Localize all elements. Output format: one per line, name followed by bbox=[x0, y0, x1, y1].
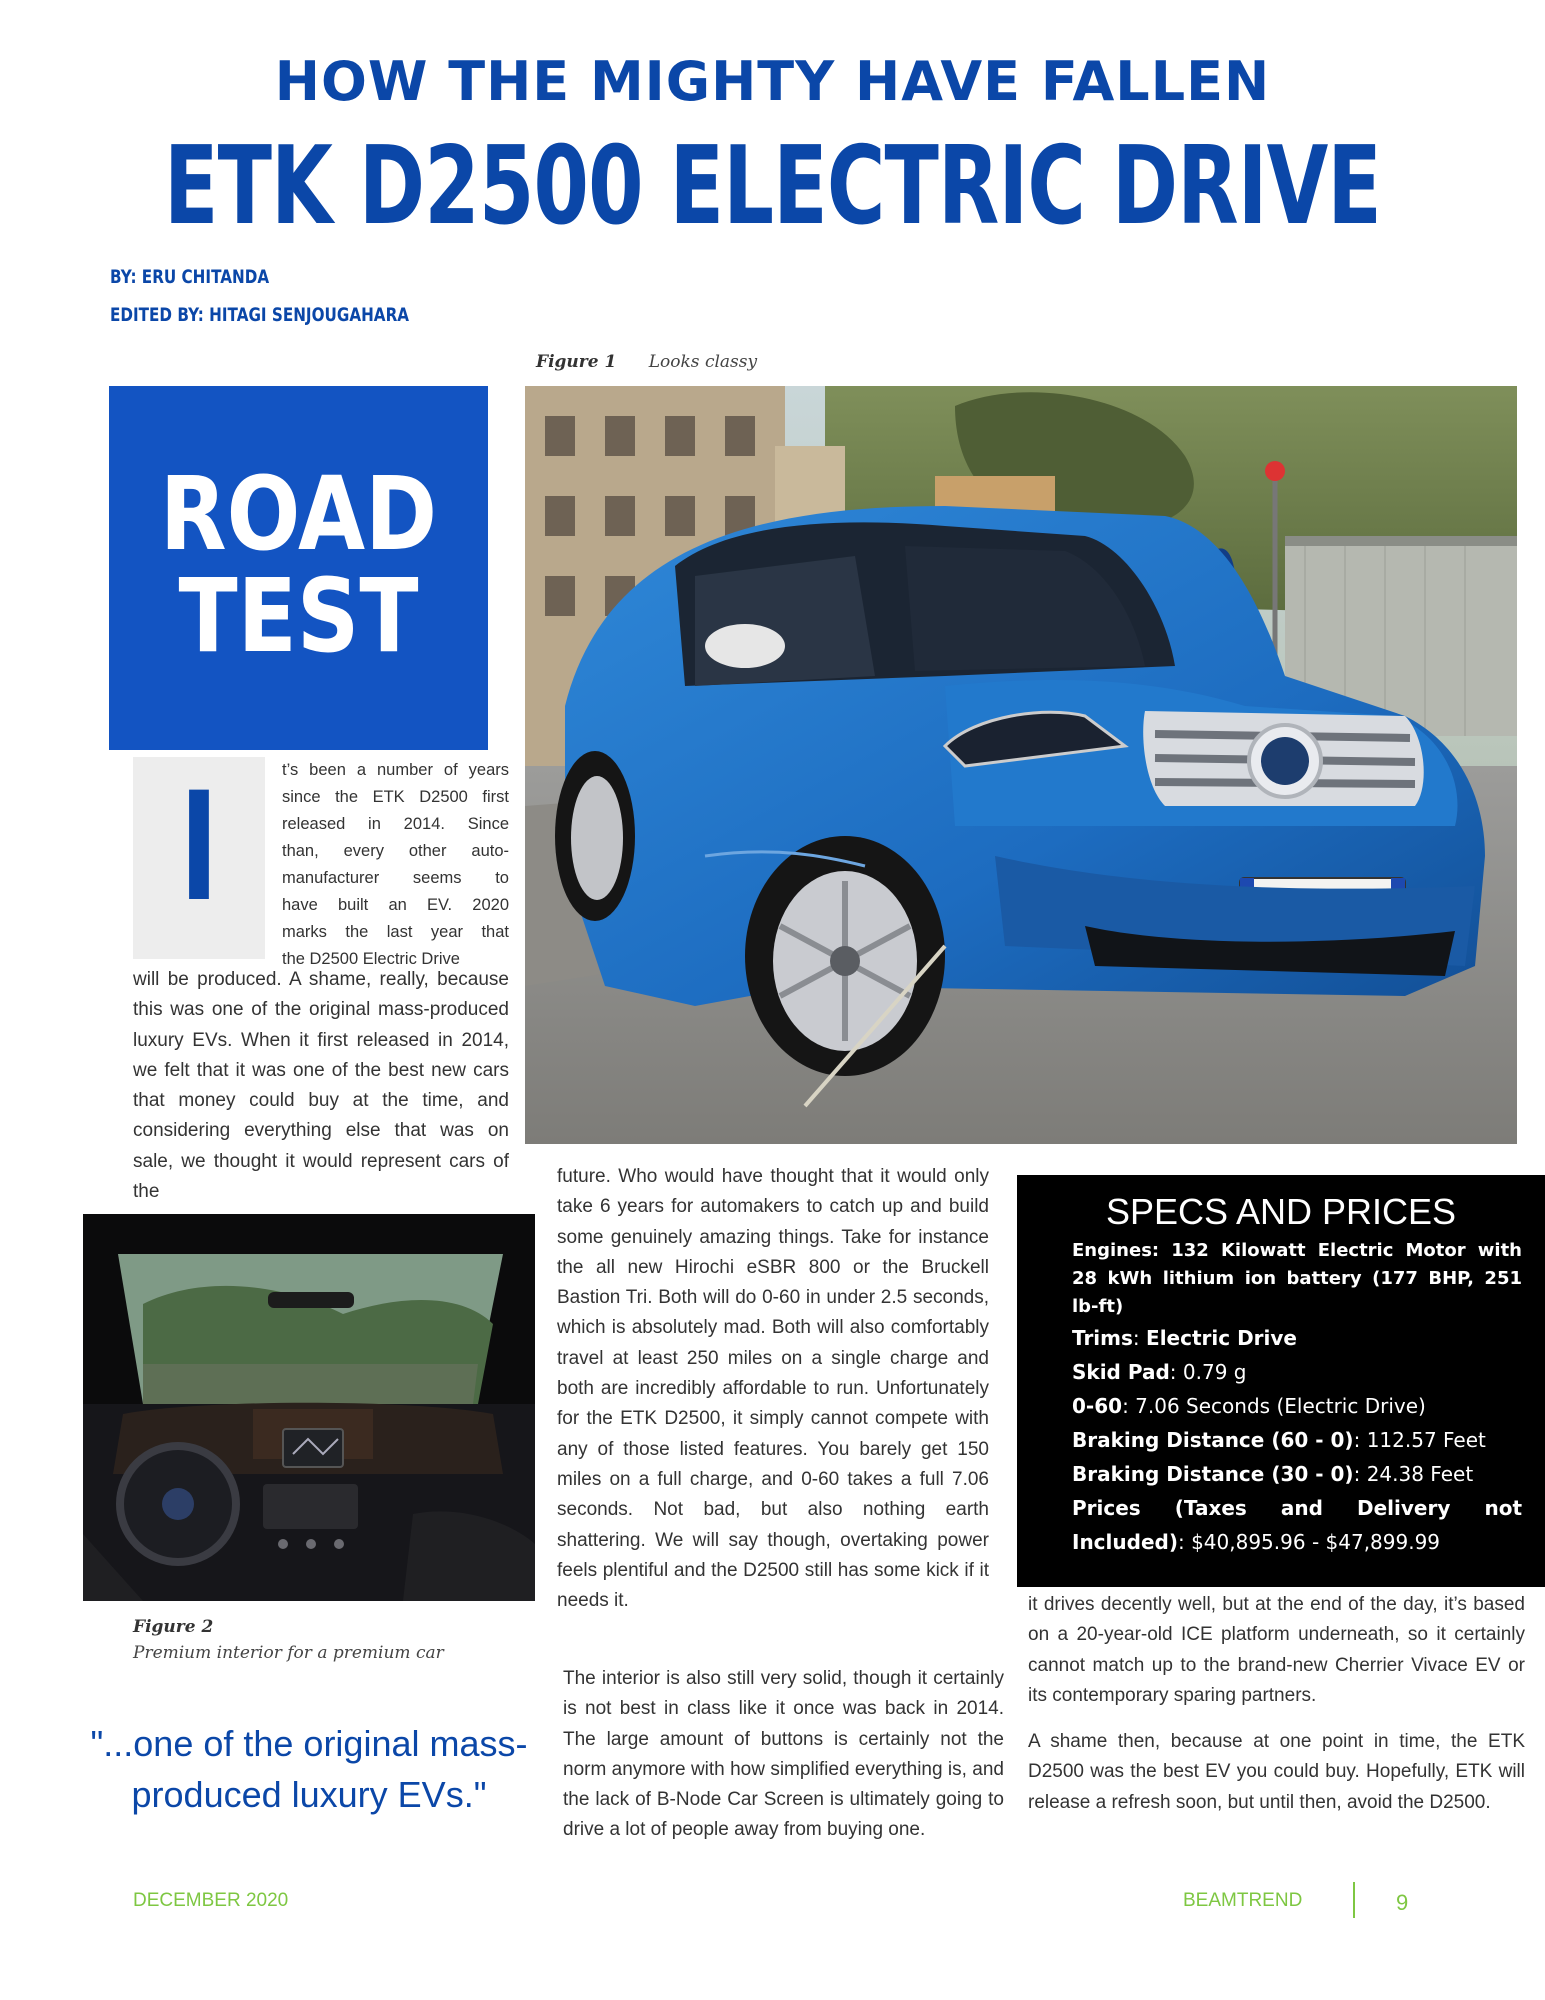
author-byline: BY: ERU CHITANDA bbox=[110, 266, 270, 288]
road-test-line1: ROAD bbox=[159, 455, 438, 574]
spec-brake30-label: Braking Distance (30 - 0) bbox=[1072, 1462, 1354, 1486]
article-col1-text bbox=[133, 965, 509, 1205]
figure2-caption bbox=[133, 1617, 444, 1663]
road-test-box bbox=[109, 386, 488, 750]
spec-prices-label: Prices (Taxes and Delivery not Included) bbox=[1072, 1496, 1522, 1554]
intro-line: the D2500 Electric Drive bbox=[282, 950, 460, 968]
intro-line: than, every other auto- bbox=[282, 842, 509, 860]
figure2-label: Figure 2 bbox=[133, 1617, 214, 1637]
figure2-interior-photo bbox=[83, 1214, 535, 1601]
article-col2 bbox=[557, 1162, 989, 1616]
col2-paragraph-2: The interior is also still very solid, though it certainly is not best in class like it once was back in 2014. The large amount of buttons is certainly not the norm anymore with how simplified everything is, and the lack of B-Node Car Screen is ultimately going to drive a lot of people away from buying one. bbox=[563, 1668, 1004, 1841]
intro-line: t’s been a number of years bbox=[282, 761, 509, 779]
spec-trims-label: Trims bbox=[1072, 1326, 1133, 1350]
spec-skid-value: 0.79 g bbox=[1182, 1360, 1247, 1384]
col3-paragraph-1: it drives decently well, but at the end of the day, it’s based on a 20-year-old ICE platform underneath, so it certainly cannot match up to the brand-new Cherrier Vivace EV or its contemporary sparing partners. bbox=[1028, 1594, 1525, 1706]
spec-zero60-label: 0-60 bbox=[1072, 1394, 1123, 1418]
drop-cap-letter: I bbox=[179, 761, 219, 935]
col2-paragraph-1: future. Who would have thought that it would only take 6 years for automakers to catch up and build some genuinely amazing things. Take for instance the all new Hirochi eSBR 800 or the Bruckell Bastion Tri. Both will do 0-60 in under 2.5 seconds, which is absolutely mad. Both will also comfortably travel at least 250 miles on a single charge and both are incredibly affordable to run. Unfortunately for the ETK D2500, it simply cannot compete with any of those listed features. You barely get 150 miles on a full charge, and 0-60 takes a full 7.06 seconds. Not bad, but also nothing earth shattering. We will say though, overtaking power feels plentiful and the D2500 still has some kick if it needs it. bbox=[557, 1166, 989, 1612]
spec-brake60-value: 112.57 Feet bbox=[1366, 1428, 1486, 1452]
article-headline: ETK D2500 ELECTRIC DRIVE bbox=[163, 124, 1382, 249]
spec-trims: Trims: Electric Drive bbox=[1072, 1326, 1297, 1350]
figure1-caption bbox=[536, 352, 757, 372]
intro-line: marks the last year that bbox=[282, 923, 509, 941]
specs-title: SPECS AND PRICES bbox=[1105, 1191, 1457, 1232]
spec-trims-value: Electric Drive bbox=[1146, 1326, 1297, 1350]
spec-skid-label: Skid Pad bbox=[1072, 1360, 1170, 1384]
article-intro bbox=[282, 757, 509, 973]
spec-engines-value: 132 Kilowatt Electric Motor with 28 kWh lithium ion battery (177 BHP, 251 lb-ft) bbox=[1072, 1240, 1522, 1317]
footer-divider bbox=[1353, 1882, 1355, 1918]
spec-brake60-label: Braking Distance (60 - 0) bbox=[1072, 1428, 1354, 1452]
spec-skid-pad: Skid Pad: 0.79 g bbox=[1072, 1360, 1247, 1384]
spec-zero-sixty: 0-60: 7.06 Seconds (Electric Drive) bbox=[1072, 1394, 1426, 1418]
figure1-car-photo bbox=[525, 386, 1517, 1144]
spec-brake30-value: 24.38 Feet bbox=[1366, 1462, 1474, 1486]
figure1-label: Figure 1 bbox=[536, 352, 617, 372]
article-col3 bbox=[1028, 1590, 1525, 1818]
figure1-caption-text: Looks classy bbox=[648, 352, 758, 372]
pull-quote: "...one of the original mass-produced luxury EVs." bbox=[90, 1723, 528, 1815]
spec-engines: Engines: 132 Kilowatt Electric Motor with 28 kWh lithium ion battery (177 BHP, 251 lb-ft) bbox=[1072, 1240, 1522, 1317]
page-number: 9 bbox=[1396, 1890, 1409, 1915]
spec-engines-label: Engines bbox=[1072, 1240, 1152, 1261]
road-test-line2: TEST bbox=[178, 557, 419, 676]
col1-paragraph: will be produced. A shame, really, because this was one of the original mass-produced luxury EVs. When it first released in 2014, we felt that it was one of the best new cars that money could buy at the time, and considering everything else that was on sale, we thought it would represent cars of the bbox=[133, 969, 509, 1203]
figure2-caption-text: Premium interior for a premium car bbox=[133, 1643, 444, 1663]
spec-prices: Prices (Taxes and Delivery not Included): $40,895.96 - $47,899.99 bbox=[1072, 1496, 1522, 1554]
spec-prices-value: $40,895.96 - $47,899.99 bbox=[1191, 1530, 1441, 1554]
spec-zero60-value: 7.06 Seconds (Electric Drive) bbox=[1135, 1394, 1426, 1418]
footer-date: DECEMBER 2020 bbox=[133, 1890, 289, 1911]
editor-byline: EDITED BY: HITAGI SENJOUGAHARA bbox=[110, 304, 410, 326]
intro-line: have built an EV. 2020 bbox=[282, 896, 509, 914]
col3-paragraph-2: A shame then, because at one point in time, the ETK D2500 was the best EV you could buy. Hopefully, ETK will release a refresh soon, but until then, avoid the D2500. bbox=[1028, 1731, 1525, 1813]
intro-line: released in 2014. Since bbox=[282, 815, 509, 833]
intro-line: since the ETK D2500 first bbox=[282, 788, 509, 806]
article-col2b bbox=[563, 1664, 1004, 1846]
footer-publication: BEAMTREND bbox=[1183, 1890, 1303, 1911]
specs-box bbox=[1017, 1175, 1545, 1587]
spec-braking-60: Braking Distance (60 - 0): 112.57 Feet bbox=[1072, 1428, 1486, 1452]
intro-line: manufacturer seems to bbox=[282, 869, 509, 887]
drop-cap-box bbox=[133, 757, 265, 959]
article-kicker: HOW THE MIGHTY HAVE FALLEN bbox=[274, 50, 1271, 113]
spec-braking-30: Braking Distance (30 - 0): 24.38 Feet bbox=[1072, 1462, 1474, 1486]
